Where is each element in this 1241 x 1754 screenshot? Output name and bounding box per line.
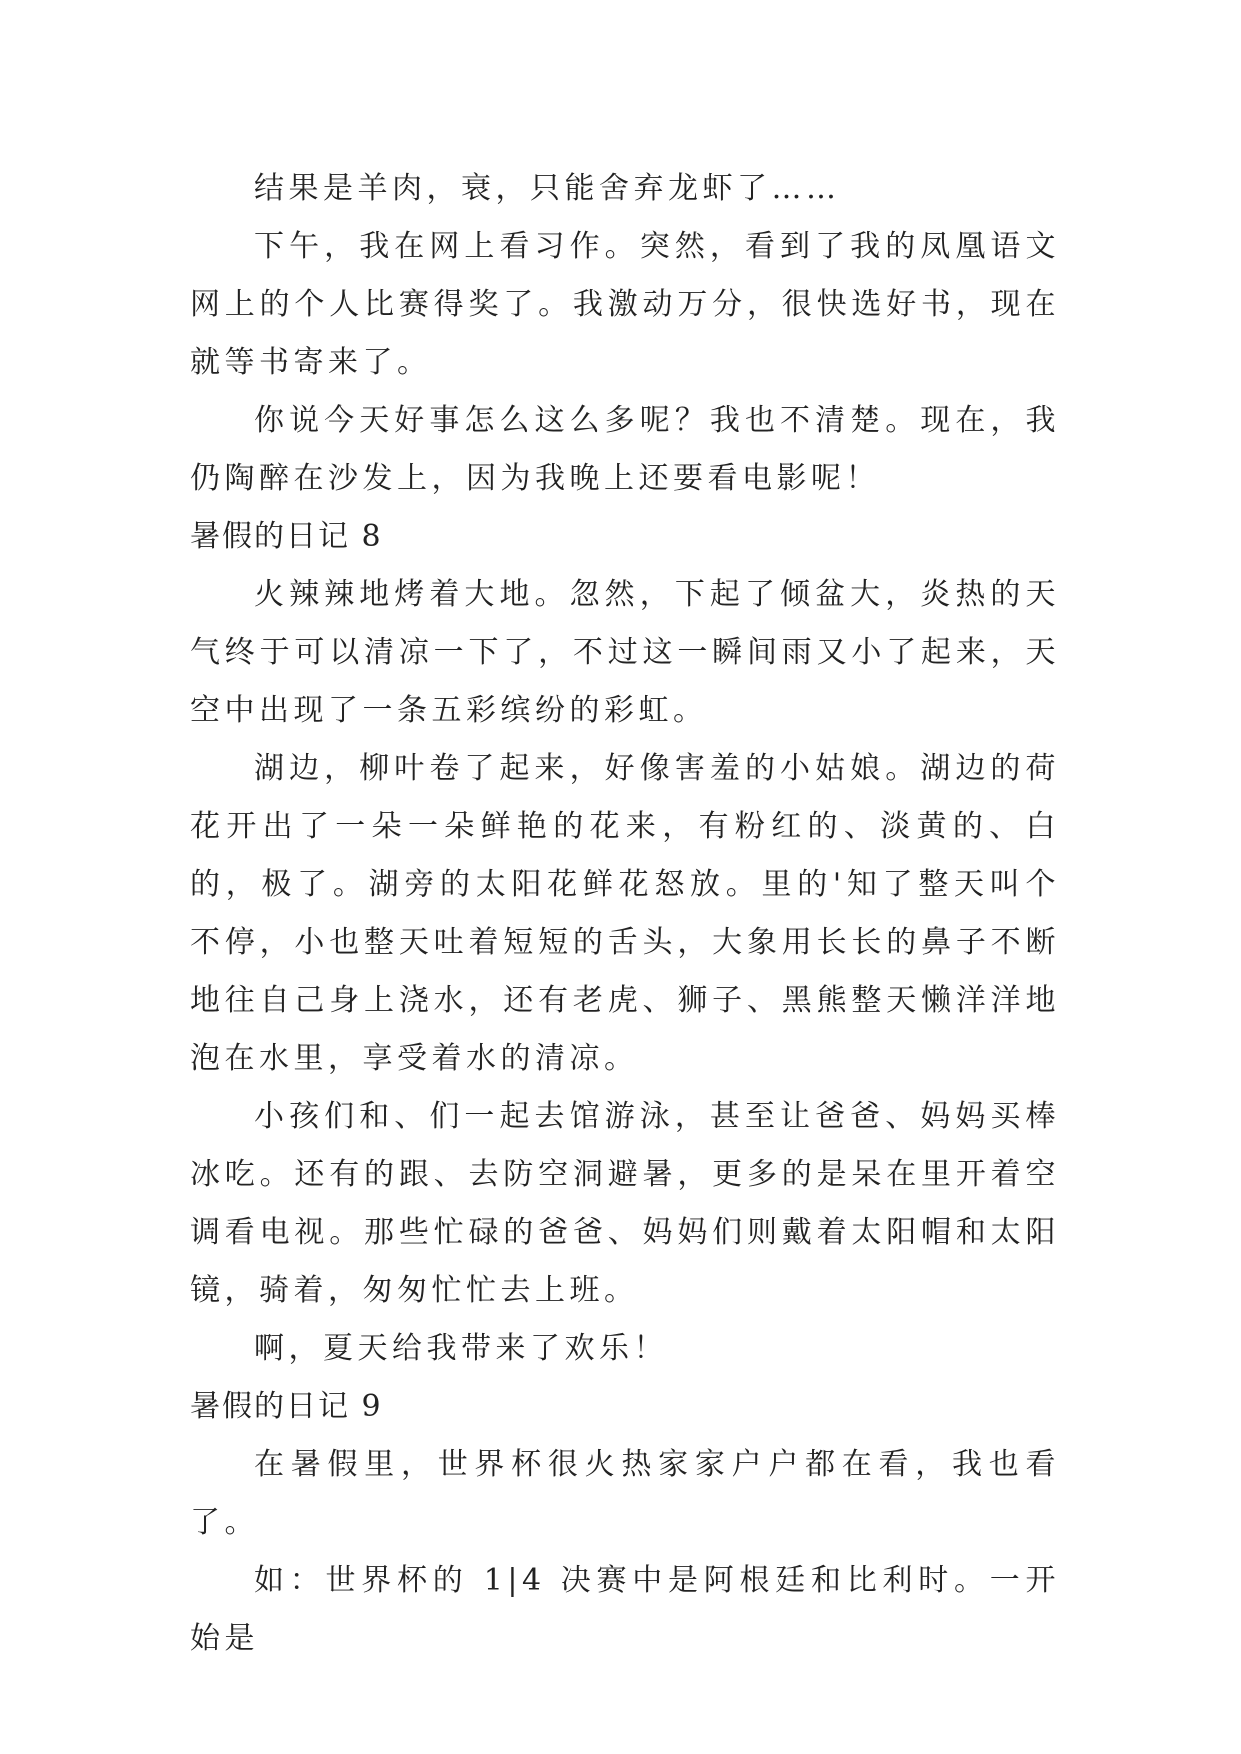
document-body bbox=[190, 160, 1060, 1668]
paragraph-9: 如：世界杯的 1|4 决赛中是阿根廷和比利时。一开始是 bbox=[190, 1563, 1060, 1656]
section-heading-9: 暑假的日记 9 bbox=[190, 1389, 383, 1424]
section-heading-8: 暑假的日记 8 bbox=[190, 519, 383, 554]
paragraph-8: 在暑假里，世界杯很火热家家户户都在看，我也看了。 bbox=[190, 1447, 1060, 1540]
paragraph-5: 湖边，柳叶卷了起来，好像害羞的小姑娘。湖边的荷花开出了一朵一朵鲜艳的花来，有粉红的、淡黄的、白的，极了。湖旁的太阳花鲜花怒放。里的'知了整天叫个不停，小也整天吐着短短的舌头，大象用长长的鼻子不断地往自己身上浇水，还有老虎、狮子、黑熊整天懒洋洋地泡在水里，享受着水的清凉。 bbox=[190, 751, 1060, 1076]
paragraph-2: 下午，我在网上看习作。突然，看到了我的凤凰语文网上的个人比赛得奖了。我激动万分，很快选好书，现在就等书寄来了。 bbox=[190, 229, 1060, 380]
paragraph-6: 小孩们和、们一起去馆游泳，甚至让爸爸、妈妈买棒冰吃。还有的跟、去防空洞避暑，更多的是呆在里开着空调看电视。那些忙碌的爸爸、妈妈们则戴着太阳帽和太阳镜，骑着，匆匆忙忙去上班。 bbox=[190, 1099, 1060, 1308]
paragraph-1: 结果是羊肉，衰，只能舍弃龙虾了…… bbox=[254, 171, 841, 206]
paragraph-3: 你说今天好事怎么这么多呢？我也不清楚。现在，我仍陶醉在沙发上，因为我晚上还要看电影呢！ bbox=[190, 403, 1060, 496]
paragraph-7: 啊，夏天给我带来了欢乐！ bbox=[254, 1331, 668, 1366]
paragraph-4: 火辣辣地烤着大地。忽然，下起了倾盆大，炎热的天气终于可以清凉一下了，不过这一瞬间雨又小了起来，天空中出现了一条五彩缤纷的彩虹。 bbox=[190, 577, 1060, 728]
